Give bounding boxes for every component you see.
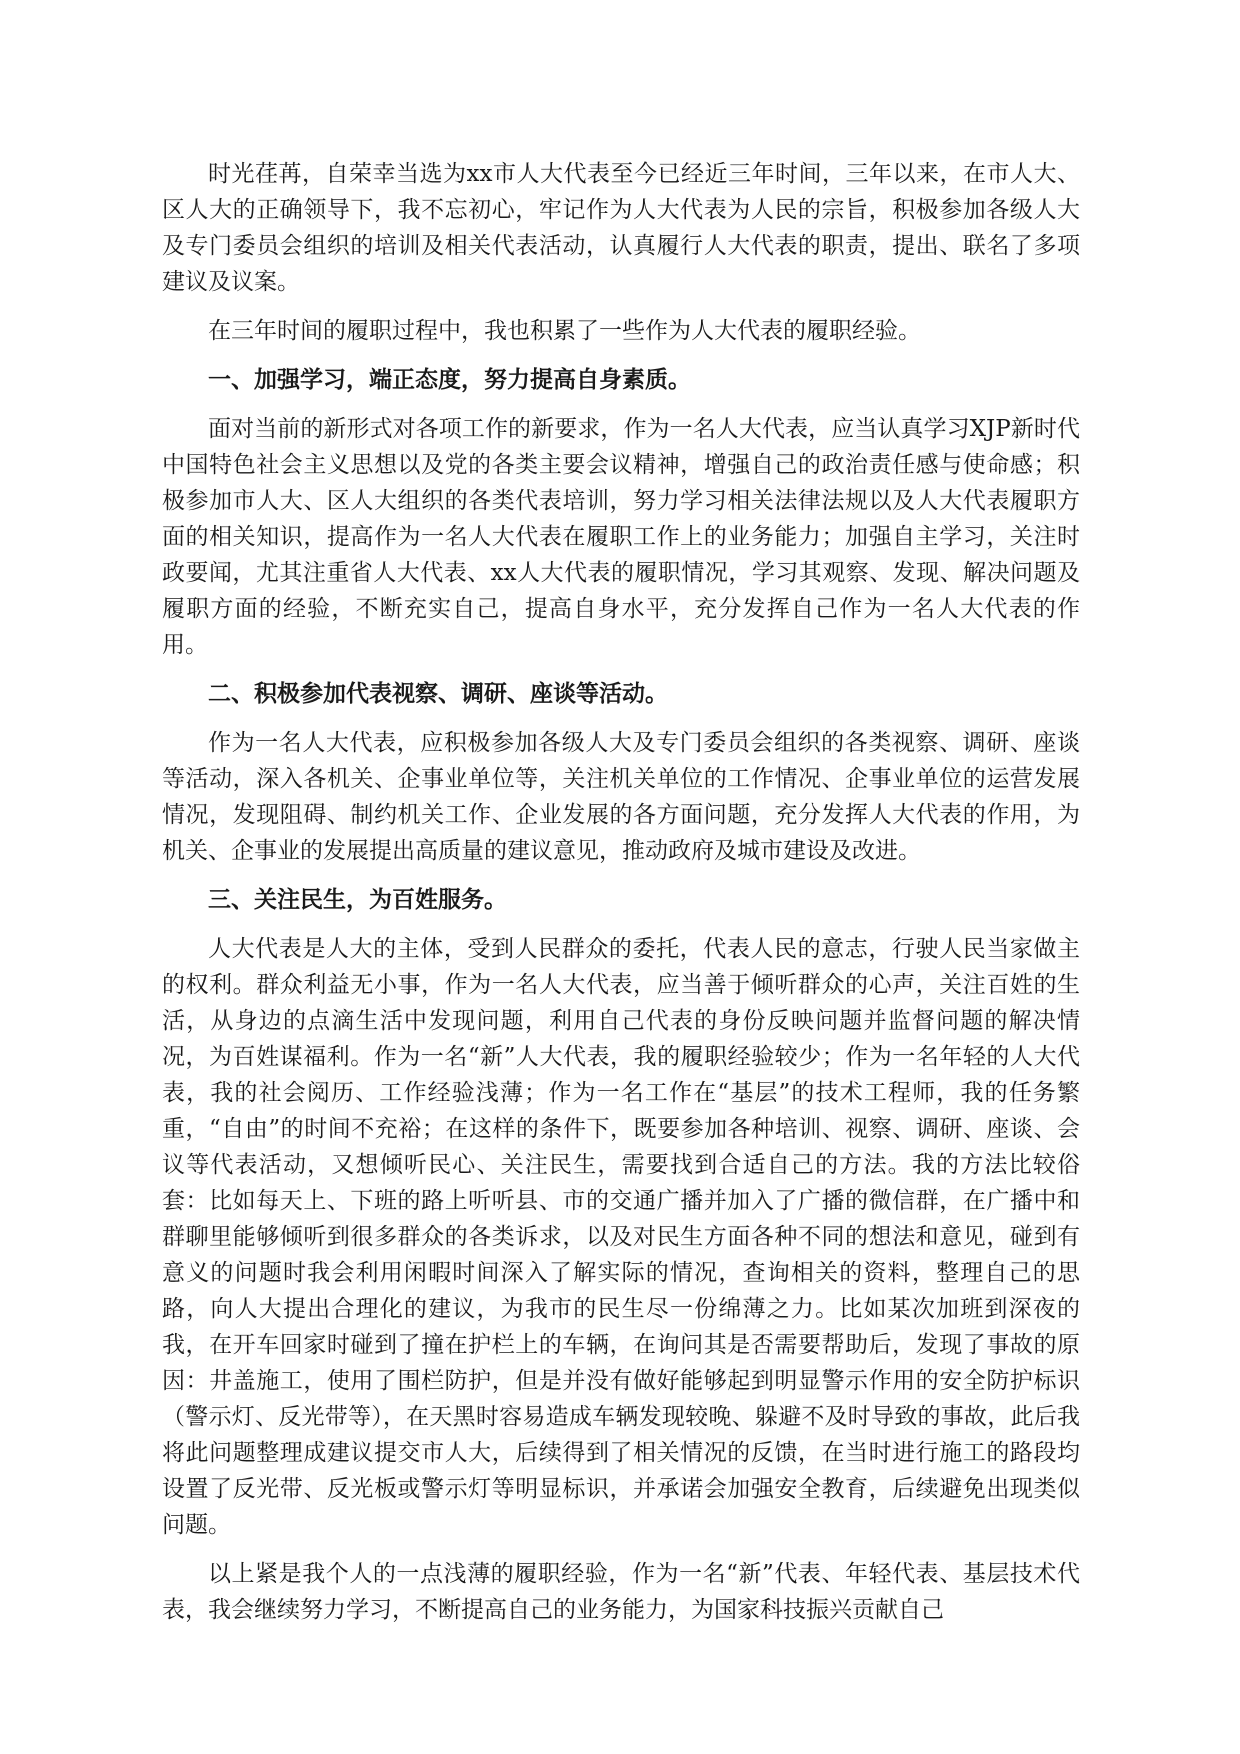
experience-intro-paragraph: 在三年时间的履职过程中，我也积累了一些作为人大代表的履职经验。 [208, 318, 921, 344]
section-heading-2: 二、积极参加代表视察、调研、座谈等活动。 [208, 680, 668, 707]
section-3-paragraph: 人大代表是人大的主体，受到人民群众的委托，代表人民的意志，行驶人民当家做主的权利。群众利益无小事，作为一名人大代表，应当善于倾听群众的心声，关注百姓的生活，从身边的点滴生活中发现问题，利用自己代表的身份反映问题并监督问题的解决情况，为百姓谋福利。作为一名“新”人大代表，我的履职经验较少；作为一名年轻的人大代表，我的社会阅历、工作经验浅薄；作为一名工作在“基层”的技术工程师，我的任务繁重，“自由”的时间不充裕；在这样的条件下，既要参加各种培训、视察、调研、座谈、会议等代表活动，又想倾听民心、关注民生，需要找到合适自己的方法。我的方法比较俗套：比如每天上、下班的路上听听县、市的交通广播并加入了广播的微信群，在广播中和群聊里能够倾听到很多群众的各类诉求，以及对民生方面各种不同的想法和意见，碰到有意义的问题时我会利用闲暇时间深入了解实际的情况，查询相关的资料，整理自己的思路，向人大提出合理化的建议，为我市的民生尽一份绵薄之力。比如某次加班到深夜的我，在开车回家时碰到了撞在护栏上的车辆，在询问其是否需要帮助后，发现了事故的原因：井盖施工，使用了围栏防护，但是并没有做好能够起到明显警示作用的安全防护标识（警示灯、反光带等），在天黑时容易造成车辆发现较晚、躲避不及时导致的事故，此后我将此问题整理成建议提交市人大，后续得到了相关情况的反馈，在当时进行施工的路段均设置了反光带、反光板或警示灯等明显标识，并承诺会加强安全教育，后续避免出现类似问题。 [162, 936, 1080, 1538]
section-1-paragraph: 面对当前的新形式对各项工作的新要求，作为一名人大代表，应当认真学习XJP新时代中国特色社会主义思想以及党的各类主要会议精神，增强自己的政治责任感与使命感；积极参加市人大、区人大组织的各类代表培训，努力学习相关法律法规以及人大代表履职方面的相关知识，提高作为一名人大代表在履职工作上的业务能力；加强自主学习，关注时政要闻，尤其注重省人大代表、xx人大代表的履职情况，学习其观察、发现、解决问题及履职方面的经验，不断充实自己，提高自身水平，充分发挥自己作为一名人大代表的作用。 [162, 416, 1080, 658]
section-2-paragraph: 作为一名人大代表，应积极参加各级人大及专门委员会组织的各类视察、调研、座谈等活动，深入各机关、企事业单位等，关注机关单位的工作情况、企事业单位的运营发展情况，发现阻碍、制约机关工作、企业发展的各方面问题，充分发挥人大代表的作用，为机关、企事业的发展提出高质量的建议意见，推动政府及城市建设及改进。 [162, 730, 1080, 864]
document-body [162, 156, 1080, 1641]
intro-paragraph: 时光荏苒，自荣幸当选为xx市人大代表至今已经近三年时间，三年以来，在市人大、区人大的正确领导下，我不忘初心，牢记作为人大代表为人民的宗旨，积极参加各级人大及专门委员会组织的培训及相关代表活动，认真履行人大代表的职责，提出、联名了多项建议及议案。 [162, 161, 1080, 295]
section-heading-3: 三、关注民生，为百姓服务。 [208, 886, 507, 913]
closing-paragraph: 以上紧是我个人的一点浅薄的履职经验，作为一名“新”代表、年轻代表、基层技术代表，我会继续努力学习，不断提高自己的业务能力，为国家科技振兴贡献自己 [162, 1561, 1080, 1623]
section-heading-1: 一、加强学习，端正态度，努力提高自身素质。 [208, 366, 691, 393]
